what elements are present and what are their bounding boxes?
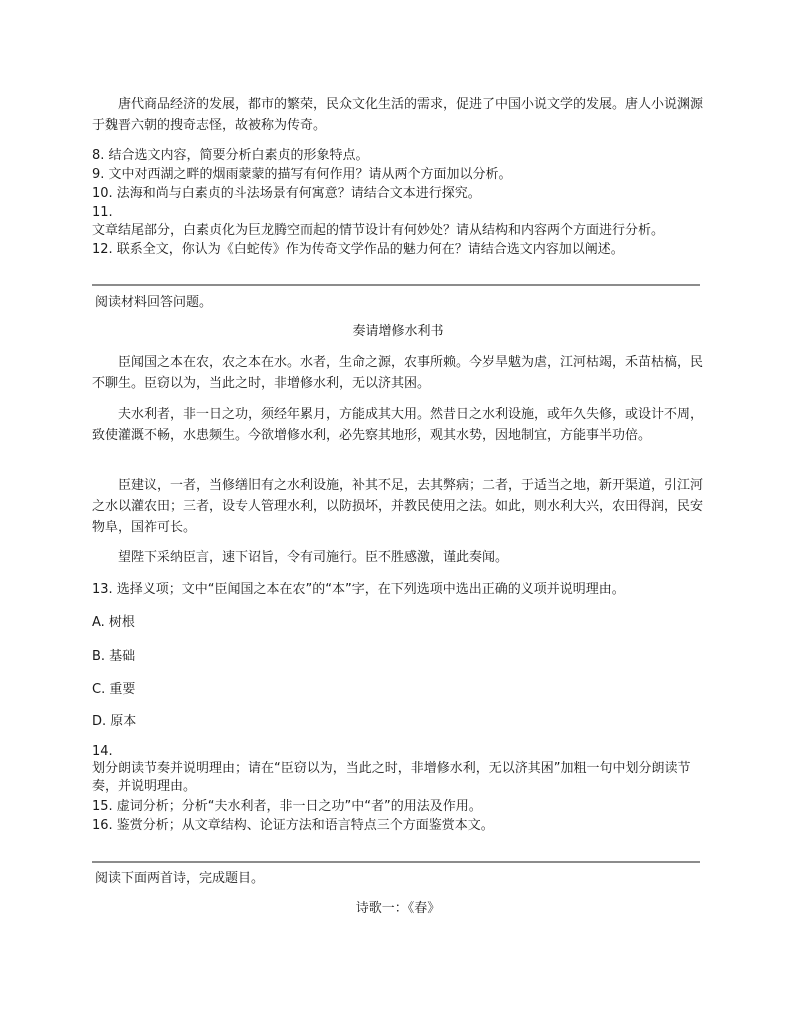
question-16: 16. 鉴赏分析；从文章结构、论证方法和语言特点三个方面鉴赏本文。 [92,818,494,833]
section-divider-2 [92,861,700,863]
question-11-number: 11. [92,205,113,220]
question-15: 15. 虚词分析；分析“夫水利者，非一日之功”中“者”的用法及作用。 [92,799,482,814]
question-12: 12. 联系全文，你认为《白蛇传》作为传奇文学作品的魅力何在？请结合选文内容加以阐述。 [92,242,624,257]
question-14-text: 划分朗读节奏并说明理由；请在“臣窃以为，当此之时，非增修水利，无以济其困”加粗一句中划分朗读节奏，并说明理由。 [92,761,691,794]
article-paragraph-3: 臣建议，一者，当修缮旧有之水利设施，补其不足，去其弊病；二者，于适当之地，新开渠道，引江河之水以灌农田；三者，设专人管理水利，以防损坏，并教民使用之法。如此，则水利大兴，农田得润，民安物阜，国祚可长。 [92,478,704,535]
option-c: C. 重要 [92,682,136,697]
poem-instruction: 阅读下面两首诗，完成题目。 [95,871,265,886]
intro-paragraph: 唐代商品经济的发展，都市的繁荣，民众文化生活的需求，促进了中国小说文学的发展。唐人小说渊源于魏晋六朝的搜奇志怪，故被称为传奇。 [92,97,704,133]
question-13: 13. 选择义项；文中“臣闻国之本在农”的“本”字，在下列选项中选出正确的义项并说明理由。 [92,582,625,597]
option-b: B. 基础 [92,649,136,664]
article-title: 奏请增修水利书 [352,324,444,339]
question-8: 8. 结合选文内容，简要分析白素贞的形象特点。 [92,148,369,163]
question-11-text: 文章结尾部分，白素贞化为巨龙腾空而起的情节设计有何妙处？请从结构和内容两个方面进行分析。 [92,223,665,238]
question-14-number: 14. [92,744,113,759]
reading-instruction: 阅读材料回答问题。 [95,295,213,310]
poem-title: 诗歌一：《春》 [355,901,441,916]
article-paragraph-1: 臣闻国之本在农，农之本在水。水者，生命之源，农事所赖。今岁旱魃为虐，江河枯竭，禾苗枯槁，民不聊生。臣窃以为，当此之时，非增修水利，无以济其困。 [92,355,704,391]
option-d: D. 原本 [92,714,137,729]
article-paragraph-4: 望陛下采纳臣言，速下诏旨，令有司施行。臣不胜感激，谨此奏闻。 [118,550,509,565]
question-9: 9. 文中对西湖之畔的烟雨蒙蒙的描写有何作用？请从两个方面加以分析。 [92,167,512,182]
option-a: A. 树根 [92,615,135,630]
question-10: 10. 法海和尚与白素贞的斗法场景有何寓意？请结合文本进行探究。 [92,186,481,201]
section-divider [92,284,700,286]
article-paragraph-2: 夫水利者，非一日之功，须经年累月，方能成其大用。然昔日之水利设施，或年久失修，或设计不周，致使灌溉不畅，水患频生。今欲增修水利，必先察其地形，观其水势，因地制宜，方能事半功倍。 [92,407,704,443]
